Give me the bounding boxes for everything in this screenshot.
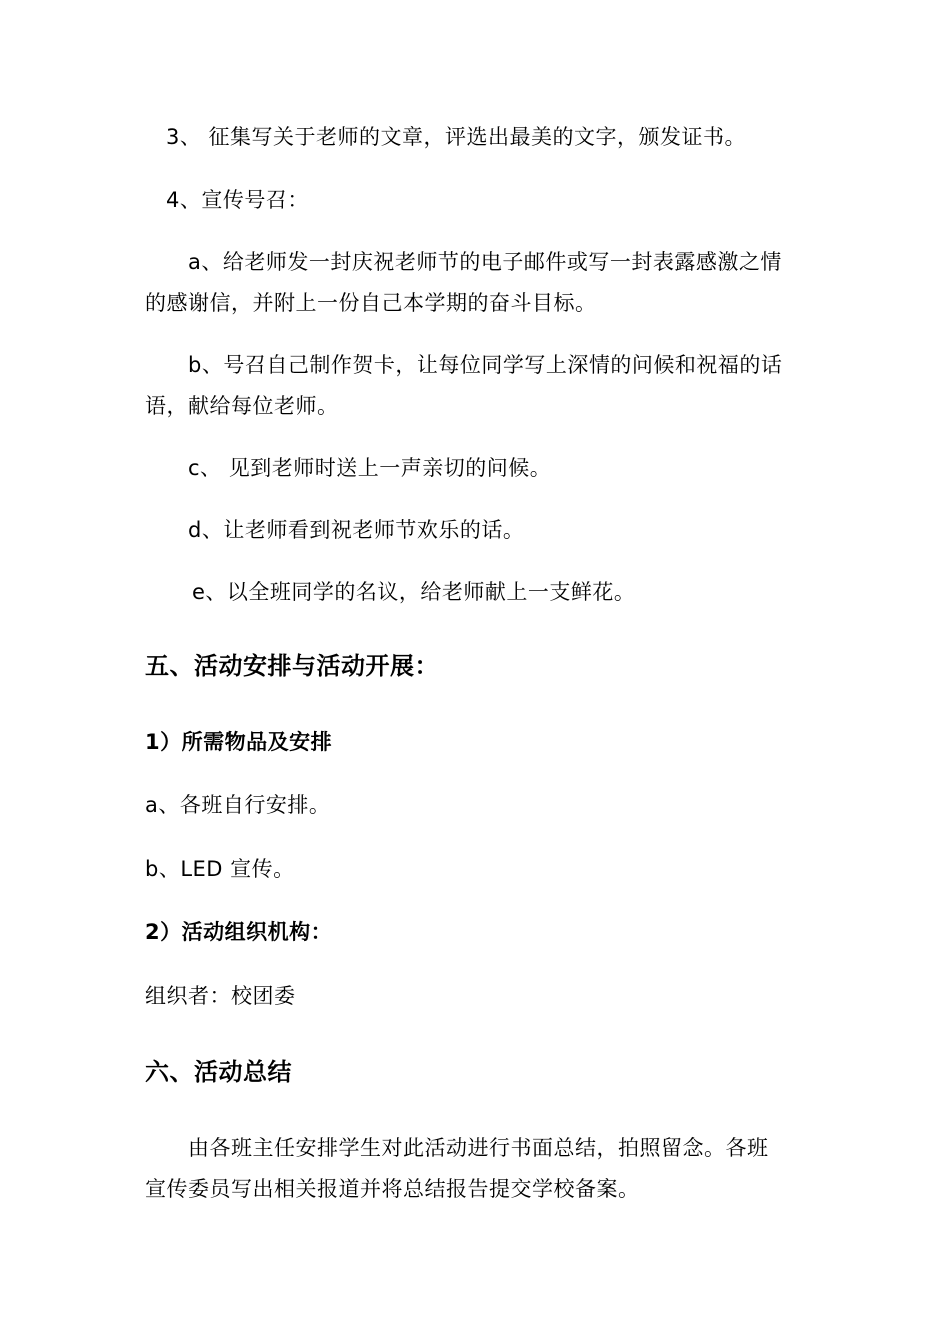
subsection-1-item-a: a、各班自行安排。 <box>145 793 331 817</box>
section-5-heading: 五、活动安排与活动开展： <box>145 652 439 680</box>
summary-line2: 宣传委员写出相关报道并将总结报告提交学校备案。 <box>145 1177 640 1201</box>
list-item-d: d、让老师看到祝老师节欢乐的话。 <box>188 518 525 542</box>
list-item-b-line2: 语，献给每位老师。 <box>145 394 339 418</box>
organizer-text: 组织者：校团委 <box>145 984 296 1008</box>
subsection-1-heading: 1）所需物品及安排 <box>145 730 333 754</box>
list-item-c: c、 见到老师时送上一声亲切的问候。 <box>188 456 552 480</box>
list-item-3: 3、 征集写关于老师的文章，评选出最美的文字，颁发证书。 <box>166 125 747 149</box>
section-6-heading: 六、活动总结 <box>145 1058 292 1086</box>
list-item-a-line2: 的感谢信，并附上一份自己本学期的奋斗目标。 <box>145 291 597 315</box>
list-item-b-line1: b、号召自己制作贺卡，让每位同学写上深情的问候和祝福的话 <box>188 353 783 377</box>
list-item-a-line1: a、给老师发一封庆祝老师节的电子邮件或写一封表露感激之情 <box>188 250 782 274</box>
subsection-2-heading: 2）活动组织机构： <box>145 920 333 944</box>
list-item-4: 4、宣传号召： <box>166 188 309 212</box>
summary-line1: 由各班主任安排学生对此活动进行书面总结，拍照留念。各班 <box>188 1136 769 1160</box>
list-item-e: e、以全班同学的名议，给老师献上一支鲜花。 <box>192 580 636 604</box>
subsection-1-item-b: b、LED 宣传。 <box>145 857 295 881</box>
